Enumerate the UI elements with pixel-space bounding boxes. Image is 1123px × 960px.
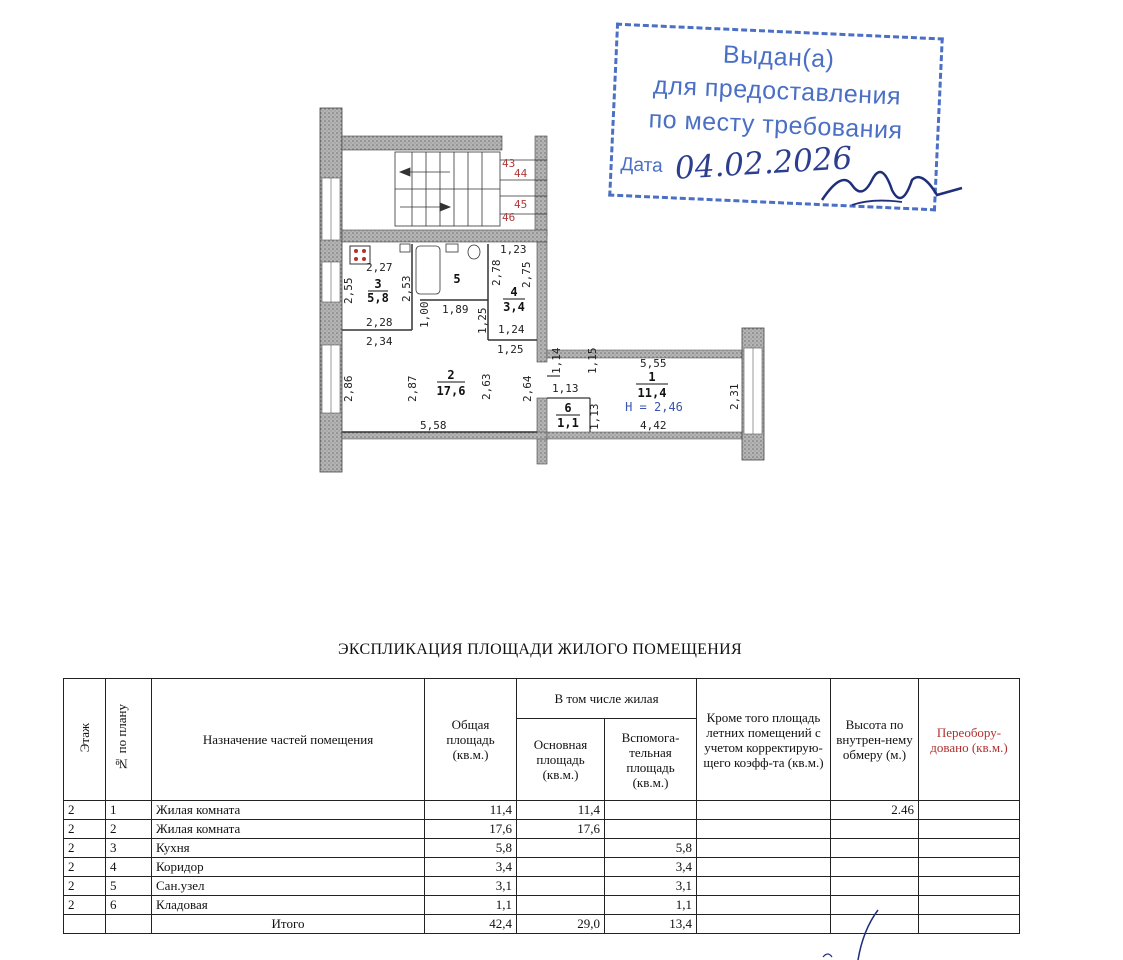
svg-text:5,58: 5,58 bbox=[420, 419, 447, 432]
header-main-area: Основная площадь (кв.м.) bbox=[517, 719, 605, 801]
svg-text:3,4: 3,4 bbox=[503, 300, 525, 314]
stamp-line-3: по месту требования bbox=[648, 105, 904, 145]
stair-number: 43 bbox=[502, 157, 516, 170]
svg-text:1,1: 1,1 bbox=[557, 416, 579, 430]
svg-text:4,42: 4,42 bbox=[640, 419, 667, 432]
header-including-living: В том числе жилая bbox=[517, 679, 697, 719]
svg-text:2,31: 2,31 bbox=[728, 383, 741, 410]
svg-text:4: 4 bbox=[510, 285, 518, 299]
wall-stairs-top bbox=[342, 136, 502, 150]
svg-text:11,4: 11,4 bbox=[637, 386, 667, 400]
svg-text:1,24: 1,24 bbox=[498, 323, 525, 336]
staircase bbox=[395, 152, 547, 226]
svg-text:1,89: 1,89 bbox=[442, 303, 469, 316]
svg-text:2,64: 2,64 bbox=[521, 375, 534, 402]
svg-text:2,78: 2,78 bbox=[490, 259, 503, 286]
svg-text:2: 2 bbox=[447, 368, 455, 382]
svg-text:1,25: 1,25 bbox=[476, 307, 489, 334]
svg-text:5,8: 5,8 bbox=[367, 291, 389, 305]
room-1-label bbox=[625, 370, 683, 414]
table-row: 2 3 Кухня 5,8 5,8 bbox=[64, 839, 1020, 858]
svg-text:3: 3 bbox=[374, 277, 382, 291]
svg-text:2,34: 2,34 bbox=[366, 335, 393, 348]
wall-pantry-right bbox=[537, 398, 547, 464]
room-6-label bbox=[556, 401, 580, 430]
svg-text:1,13: 1,13 bbox=[552, 382, 579, 395]
header-height: Высота по внутрен-нему обмеру (м.) bbox=[831, 679, 919, 801]
washbasin-icon bbox=[446, 244, 458, 252]
header-aux-area: Вспомога-тельная площадь (кв.м.) bbox=[605, 719, 697, 801]
svg-text:1,14: 1,14 bbox=[550, 347, 563, 374]
stamp-line-2: для предоставления bbox=[652, 71, 902, 111]
handwritten-mark bbox=[818, 905, 888, 960]
table-row: 2 6 Кладовая 1,1 1,1 bbox=[64, 896, 1020, 915]
svg-text:5,55: 5,55 bbox=[640, 357, 667, 370]
header-reequipped: Переобору-довано (кв.м.) bbox=[919, 679, 1020, 801]
table-row: 2 4 Коридор 3,4 3,4 bbox=[64, 858, 1020, 877]
svg-text:2,75: 2,75 bbox=[520, 261, 533, 288]
svg-text:2,53: 2,53 bbox=[400, 275, 413, 302]
table-row: 2 1 Жилая комната 11,4 11,4 2.46 bbox=[64, 801, 1020, 820]
stamp-line-1: Выдан(а) bbox=[722, 40, 836, 74]
explication-table bbox=[63, 678, 1020, 934]
table-row: 2 5 Сан.узел 3,1 3,1 bbox=[64, 877, 1020, 896]
stair-number: 44 bbox=[514, 167, 528, 180]
explication-title: ЭКСПЛИКАЦИЯ ПЛОЩАДИ ЖИЛОГО ПОМЕЩЕНИЯ bbox=[338, 641, 742, 658]
bathtub-icon bbox=[416, 246, 440, 294]
header-purpose: Назначение частей помещения bbox=[152, 679, 425, 801]
header-total-area: Общая площадь (кв.м.) bbox=[425, 679, 517, 801]
svg-text:1,23: 1,23 bbox=[500, 243, 527, 256]
stair-number: 46 bbox=[502, 211, 516, 224]
room-3-label bbox=[367, 277, 389, 305]
svg-text:2,63: 2,63 bbox=[480, 373, 493, 400]
svg-text:2,87: 2,87 bbox=[406, 375, 419, 402]
svg-text:2,86: 2,86 bbox=[342, 375, 355, 402]
wall-apartment-top bbox=[342, 230, 547, 242]
svg-text:1,00: 1,00 bbox=[418, 301, 431, 328]
svg-text:6: 6 bbox=[564, 401, 572, 415]
svg-text:2,27: 2,27 bbox=[366, 261, 393, 274]
svg-text:1,15: 1,15 bbox=[586, 347, 599, 374]
kitchen-sink-icon bbox=[400, 244, 410, 252]
svg-text:2,55: 2,55 bbox=[342, 277, 355, 304]
wall-stairs-right bbox=[535, 136, 547, 236]
header-plan-no: № по плану bbox=[106, 679, 152, 801]
svg-text:17,6: 17,6 bbox=[436, 384, 466, 398]
svg-text:5: 5 bbox=[453, 272, 461, 286]
toilet-icon bbox=[468, 245, 480, 259]
stamp-date-handwritten: 04.02.2026 bbox=[673, 140, 854, 187]
room-5-label bbox=[453, 272, 460, 286]
wall-left bbox=[320, 108, 342, 472]
room-height-label: H = 2,46 bbox=[625, 400, 683, 414]
header-floor: Этаж bbox=[64, 679, 106, 801]
header-summer-area: Кроме того площадь летних помещений с учетом корректирую-щего коэфф-та (кв.м.) bbox=[697, 679, 831, 801]
wall-right bbox=[742, 328, 764, 460]
svg-text:1: 1 bbox=[648, 370, 656, 384]
room-2-label bbox=[437, 368, 466, 398]
signature bbox=[812, 150, 972, 220]
svg-text:1,25: 1,25 bbox=[497, 343, 524, 356]
wall-bottom bbox=[342, 432, 547, 439]
svg-text:2,28: 2,28 bbox=[366, 316, 393, 329]
room-4-label bbox=[503, 285, 525, 314]
wall-corridor-right bbox=[537, 242, 547, 362]
svg-text:1,13: 1,13 bbox=[588, 403, 601, 430]
stamp-date-label: Дата bbox=[620, 154, 664, 177]
table-total-row: Итого 42,4 29,0 13,4 bbox=[64, 915, 1020, 934]
stair-number: 45 bbox=[514, 198, 528, 211]
wall-room1-bottom bbox=[547, 432, 742, 439]
table-row: 2 2 Жилая комната 17,6 17,6 bbox=[64, 820, 1020, 839]
